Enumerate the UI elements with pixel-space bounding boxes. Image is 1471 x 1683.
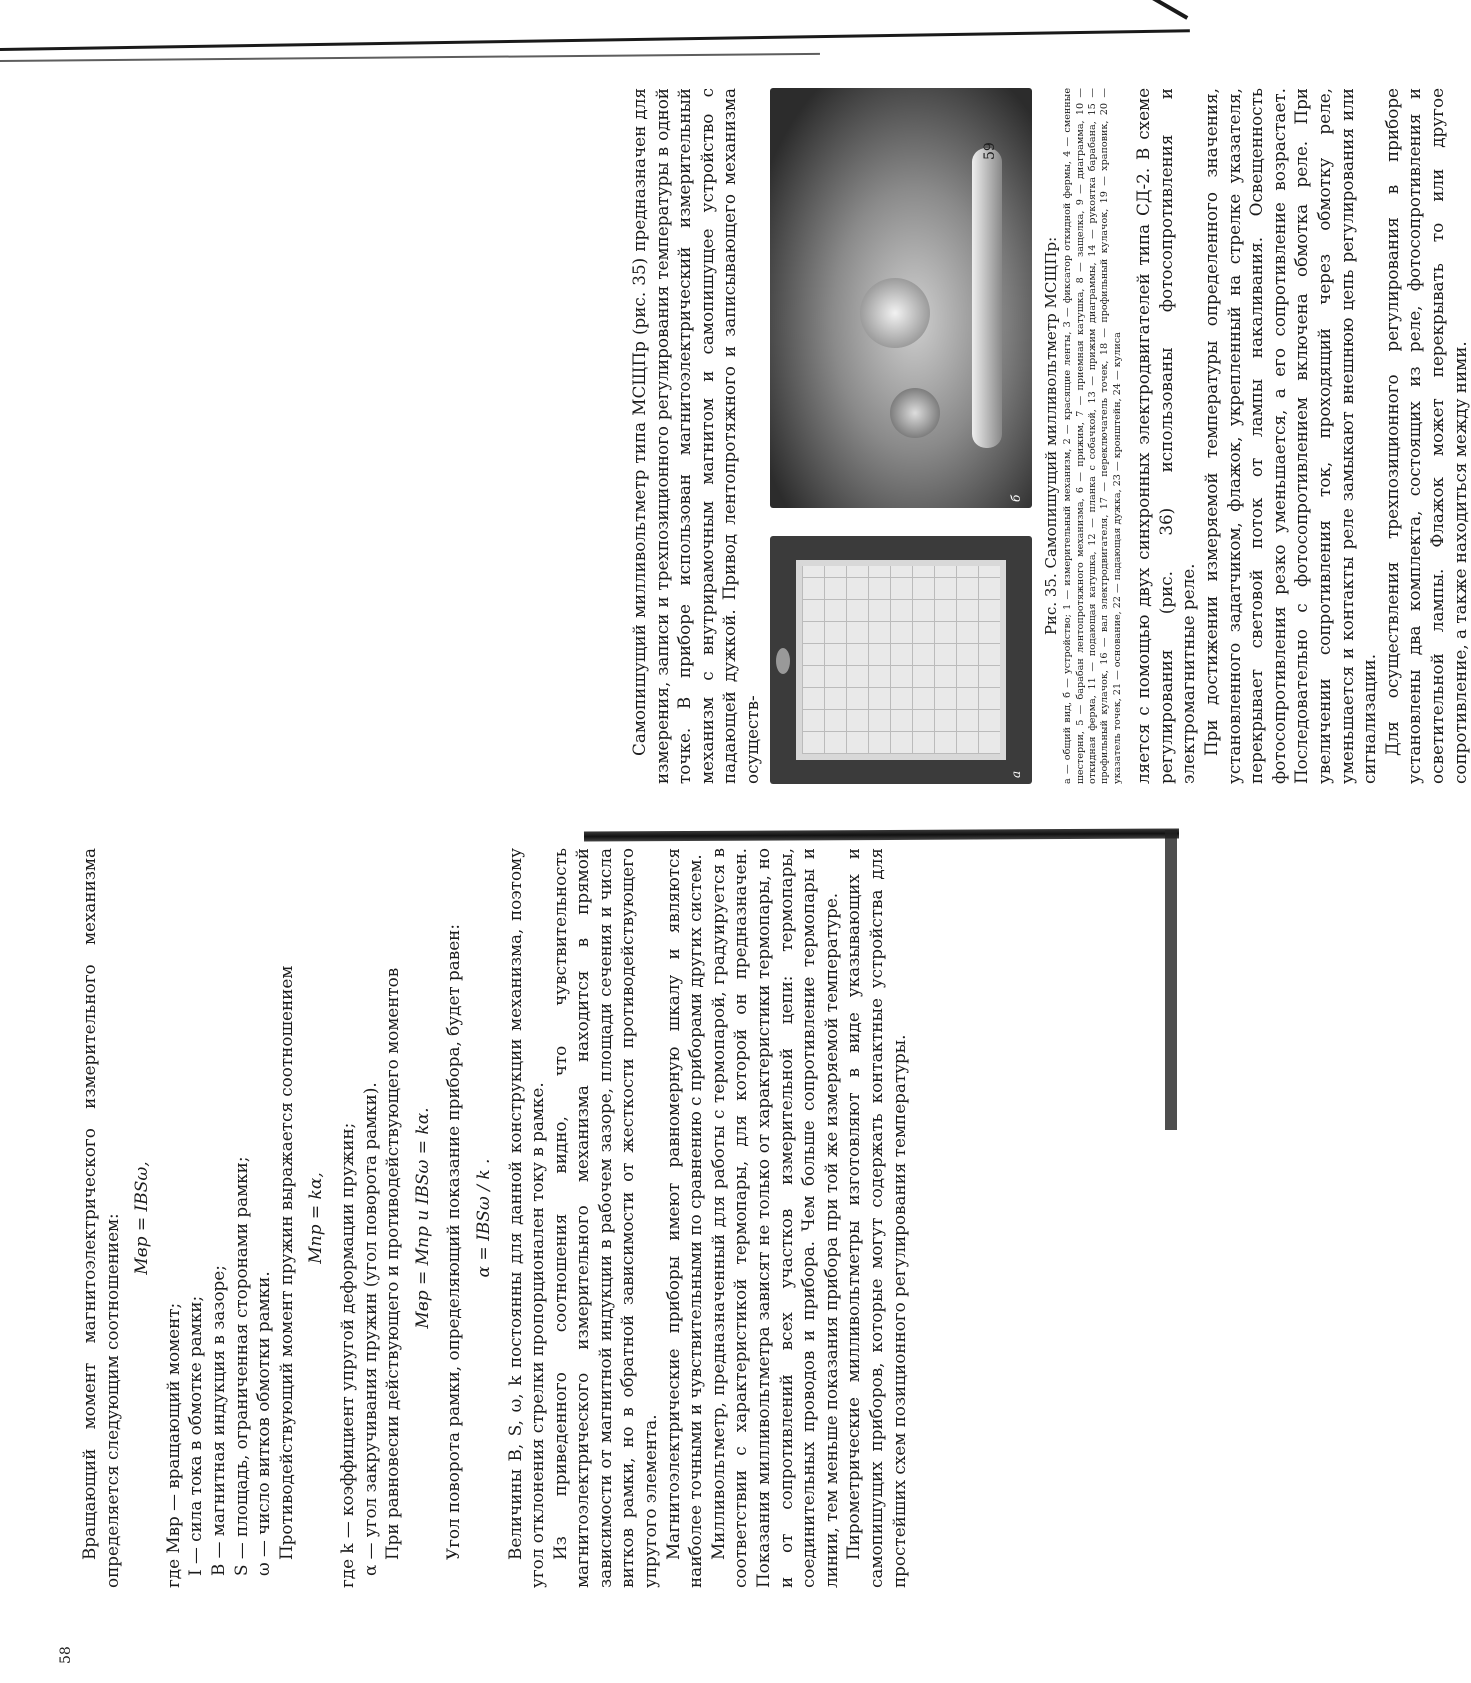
formula-torque: Mвр = IBSω, [132,1161,153,1275]
paragraph: Угол поворота рамки, определяющий показание прибора, будет равен: [443,924,464,1560]
scan-edge-mark [1152,0,1189,20]
figure-caption: Рис. 35. Самопишущий милливольтметр МСЩПр: [1041,236,1060,636]
page-number: 58 [58,1646,74,1664]
page-number: 59 [982,142,998,160]
right-page [628,88,1471,784]
formula-angle: α = IBSω / k . [473,1158,494,1278]
definition: где k — коэффициент упругой деформации пружин; [336,1122,357,1588]
paragraph: Магнитоэлектрические приборы имеют равномерную шкалу и являются наиболее точными и чувствительными по сравнению с приборами других систем. [662,848,706,1588]
figure-35 [770,88,1032,784]
paragraph: ляется с помощью двух синхронных электродвигателей типа СД-2. В схеме регулирования (рис. 36) использованы фотосопротивления и электромагнитные реле. [1133,88,1199,784]
definition: B — магнитная индукция в зазоре; [207,1265,228,1576]
gear-icon [890,388,940,438]
paragraph: Пирометрические милливольтметры изготовляют в виде указывающих и самопишущих приборов, которые могут содержать контактные устройства для простейших схем позиционного регулирования температуры. [843,848,909,1588]
scan-edge-line [0,53,820,62]
definition: α — угол закручивания пружин (угол поворота рамки). [359,1082,380,1576]
scan-edge-line [0,29,1190,51]
figure-sublabel: б [1008,494,1023,502]
gear-icon [860,278,930,348]
paragraph: Вращающий момент магнитоэлектрического измерительного механизма определяется следующим соотношением: [79,848,122,1588]
paragraph: Милливольтметр, предназначенный для работы с термопарой, градуируется в соответствии с характеристикой термопары, для которой он предназначен. Показания милливольтметра зависят не только от характеристики термопары, но и от сопротивлений всех участков измерительной цепи: термопары, соединительных проводов и прибора. Чем больше сопротивление термопары и линии, тем меньше показания прибора при той же измеряемой температуре. [707,848,841,1588]
paragraph: При равновесии действующего и противодействующего моментов [382,967,403,1560]
paragraph: Самопишущий милливольтметр типа МСЩПр (рис. 35) предназначен для измерения, записи и трехпозиционного регулирования температуры в одной точке. В приборе использован магнитоэлектрический измерительный механизм с внутрирамочным магнитом и самопишущее устройство с падающей дужкой. Привод лентопротяжного и записывающего механизма осуществ- [629,88,762,784]
left-page [78,848,910,1588]
figure-legend: а — общий вид, б — устройство; 1 — измерительный механизм, 2 — красящие ленты, 3 — фиксатор откидной фермы, 4 — сменные шестерни, 5 — барабан лентопротяжного механизма, 6 — прижим, 7 — приемная катушка, 8 — защелка, 9 — диаграмма, 10 — откидная ферма, 11 — подающая катушка, 12 — планка с собачкой, 13 — прижим диаграммы, 14 — рукоятка барабана, 15 — профильный кулачок, 16 — вал электродвигателя, 17 — переключатель точек, 18 — профильный кулачок, 19 — храповик, 20 — указатель точек, 21 — основание, 22 — падающая дужка, 23 — кронштейн, 24 — кулиса [1062,88,1123,784]
paragraph: Для осуществления трехпозиционного регулирования в приборе установлены два комплекта, состоящих из реле, фотосопротивления и осветительной лампы. Флажок может перекрывать то или другое сопротивление, а также находиться между ними. [1381,88,1470,784]
formula-spring: Mпр = kα, [306,1172,327,1264]
paragraph: Величины B, S, ω, k постоянны для данной конструкции механизма, поэтому угол отклонения стрелки пропорционален току в рамке. [504,848,548,1588]
definition: ω — число витков обмотки рамки. [253,1271,274,1576]
definition: S — площадь, ограниченная сторонами рамки; [230,1156,251,1576]
book-spine [584,828,1179,841]
definition: где Mвр — вращающий момент; [162,1302,183,1588]
paragraph: Из приведенного соотношения видно, что чувствительность магнитоэлектрического измерительного механизма находится в прямой зависимости от магнитной индукции в рабочем зазоре, площади сечения и числа витков рамки, но в обратной зависимости от жесткости противодействующего упругого элемента. [549,848,661,1588]
definition: I — сила тока в обмотке рамки; [185,1295,206,1576]
book-spine-shadow [1165,830,1177,1130]
chart-window [796,560,1006,760]
paragraph: Противодействующий момент пружин выражается соотношением [275,965,296,1560]
paragraph: При достижении измеряемой температуры определенного значения, установленного задатчиком, флажок, укрепленный на стрелке указателя, перекрывает световой поток от лампы накаливания. Освещенность фотосопротивления резко уменьшается, а его сопротивление возрастает. Последовательно с фотосопротивлением включена обмотка реле. При увеличении сопротивления ток, проходящий через обмотку реле, уменьшается и контакты реле замыкают внешнюю цепь регулирования или сигнализации. [1200,88,1380,784]
formula-equilibrium: Mвр = Mпр и IBSω = kα. [412,1107,433,1329]
figure-photo-general-view [770,536,1032,784]
figure-sublabel: а [1008,770,1023,778]
drum-roller [972,148,1002,448]
logo-badge [776,648,790,674]
